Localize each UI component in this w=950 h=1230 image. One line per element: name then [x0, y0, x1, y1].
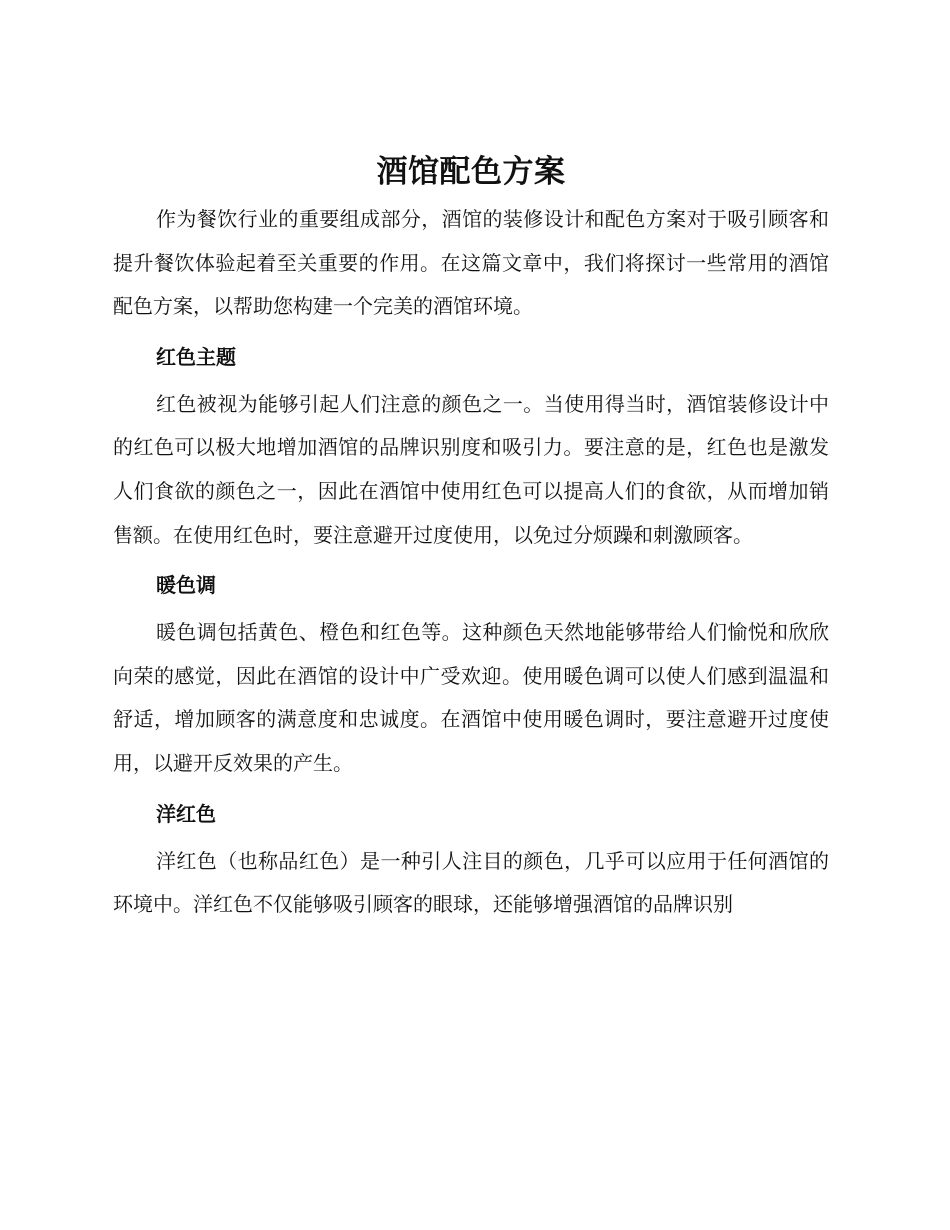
section-body-warm-tones: 暖色调包括黄色、橙色和红色等。这种颜色天然地能够带给人们愉悦和欣欣向荣的感觉，因此在酒馆的设计中广受欢迎。使用暖色调可以使人们感到温温和舒适，增加顾客的满意度和忠诚度。在酒馆中使用暖色调时，要注意避开过度使用，以避开反效果的产生。: [113, 620, 829, 775]
document-title: 酒馆配色方案: [376, 154, 566, 190]
section-heading-magenta: 洋红色: [156, 801, 216, 826]
intro-paragraph: 作为餐饮行业的重要组成部分，酒馆的装修设计和配色方案对于吸引顾客和提升餐饮体验起着至关重要的作用。在这篇文章中，我们将探讨一些常用的酒馆配色方案，以帮助您构建一个完美的酒馆环境。: [113, 207, 829, 319]
section-heading-red-theme: 红色主题: [156, 344, 236, 369]
section-body-red-theme: 红色被视为能够引起人们注意的颜色之一。当使用得当时，酒馆装修设计中的红色可以极大地增加酒馆的品牌识别度和吸引力。要注意的是，红色也是激发人们食欲的颜色之一，因此在酒馆中使用红色可以提高人们的食欲，从而增加销售额。在使用红色时，要注意避开过度使用，以免过分烦躁和刺激顾客。: [113, 391, 829, 547]
section-body-magenta: 洋红色（也称品红色）是一种引人注目的颜色，几乎可以应用于任何酒馆的环境中。洋红色不仅能够吸引顾客的眼球，还能够增强酒馆的品牌识别: [113, 848, 829, 917]
document-body: [113, 150, 829, 927]
section-heading-warm-tones: 暖色调: [156, 573, 216, 598]
